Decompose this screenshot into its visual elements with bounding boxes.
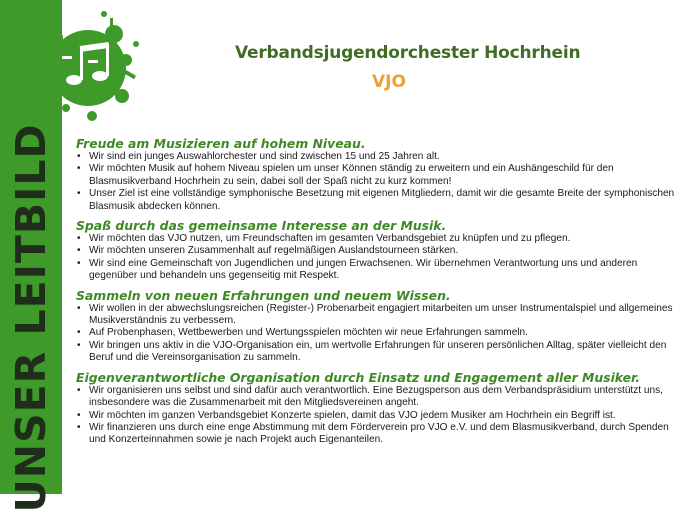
header-subtitle: VJO [372,72,406,92]
section [76,370,688,447]
list-item: • Wir möchten das VJO nutzen, um Freundschaften im gesamten Verbandsgebiet zu knüpfen und zu pflegen. [76,233,688,245]
list-item: • Wir möchten unseren Zusammenhalt auf regelmäßigen Auslandstourneen stärken. [76,245,688,257]
header-title: Verbandsjugendorchester Hochrhein [235,43,581,63]
list-item: • Wir sind eine Gemeinschaft von Jugendlichen und jungen Erwachsenen. Wir übernehmen Verantwortung uns und anderen gegenüber und behandeln uns gegenseitig mit Respekt. [76,258,688,283]
section-title: Freude am Musizieren auf hohem Niveau. [76,136,366,151]
list-item: • Wir wollen in der abwechslungsreichen (Register-) Probenarbeit engagiert mitarbeiten um unser Instrumentalspiel und allgemeines Musikverständnis zu verbessern. [76,303,688,328]
list-item: • Wir organisieren uns selbst und sind dafür auch verantwortlich. Eine Bezugsperson aus dem Verbandspräsidium unterstützt uns, insbesondere was die Zusammenarbeit mit den Mitgliedsvereinen angeht. [76,385,688,410]
bullet-list [76,385,688,447]
section [76,218,688,283]
sidebar-title: UNSER LEITBILD [7,123,55,513]
section-title: Spaß durch das gemeinsame Interesse an der Musik. [76,218,447,234]
section-title: Eigenverantwortliche Organisation durch Einsatz und Engagement aller Musiker. [76,369,641,385]
vjo-logo [26,4,151,129]
section [76,136,688,213]
list-item: • Unser Ziel ist eine vollständige symphonische Besetzung mit eigenen Mitgliedern, damit wir die gesamte Breite der symphonischen Blasmusik abdecken können. [76,188,688,213]
content [76,136,688,452]
bullet-list [76,151,688,213]
list-item: • Auf Probenphasen, Wettbewerben und Wertungsspielen möchten wir neue Erfahrungen sammeln. [76,327,688,339]
section [76,288,688,365]
bullet-list [76,303,688,365]
list-item: • Wir bringen uns aktiv in die VJO-Organisation ein, um wertvolle Erfahrungen für unseren persönlichen Alltag, später vielleicht den Beruf und die Vereinsorganisation zu sammeln. [76,340,688,365]
list-item: • Wir sind ein junges Auswahlorchester und sind zwischen 15 und 25 Jahren alt. [76,151,688,163]
bullet-list [76,233,688,283]
list-item: • Wir möchten Musik auf hohem Niveau spielen um unser Können ständig zu erweitern und ein Aushängeschild für den Blasmusikverband Hochrhein zu sein, dabei soll der Spaß nicht zu kurz kommen! [76,163,688,188]
splash-shape [37,11,139,121]
list-item: • Wir finanzieren uns durch eine enge Abstimmung mit dem Förderverein pro VJO e.V. und dem Blasmusikverband, durch Spenden und Konzerteinnahmen sowie je nach Projekt auch Eigenanteilen. [76,422,688,447]
section-title: Sammeln von neuen Erfahrungen und neuem Wissen. [76,287,451,303]
list-item: • Wir möchten im ganzen Verbandsgebiet Konzerte spielen, damit das VJO jedem Musiker am Hochrhein ein Begriff ist. [76,410,688,422]
